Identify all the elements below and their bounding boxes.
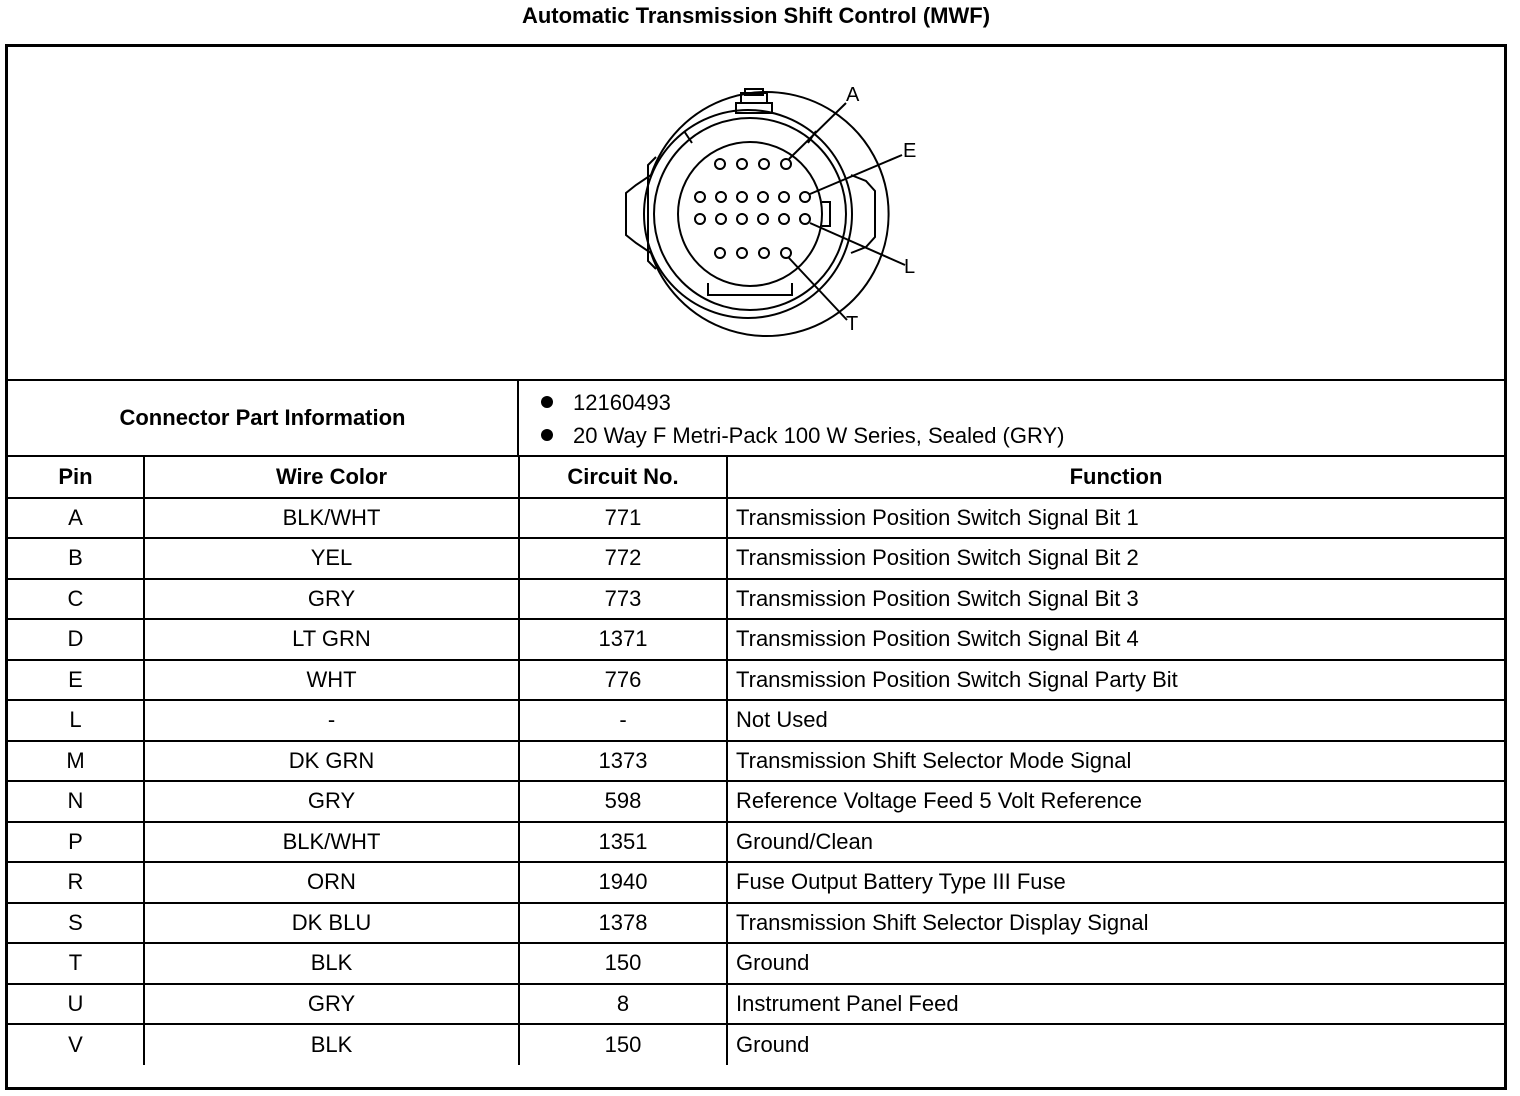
circuit-no-cell: 1351 [519, 822, 727, 863]
table-header-row [8, 457, 1504, 498]
pin-cell: P [8, 822, 144, 863]
function-cell: Transmission Shift Selector Mode Signal [727, 741, 1504, 782]
function-cell: Transmission Position Switch Signal Bit 2 [727, 538, 1504, 579]
wire-color-cell: GRY [144, 579, 519, 620]
circuit-no-cell: 150 [519, 1024, 727, 1065]
wire-color-cell: DK GRN [144, 741, 519, 782]
connector-right-flat [851, 175, 875, 253]
function-cell: Transmission Position Switch Signal Bit 4 [727, 619, 1504, 660]
connector-frame [5, 44, 1507, 1090]
connector-diagram [8, 47, 1504, 381]
callout-label-e: E [903, 140, 917, 162]
table-row [8, 579, 1504, 620]
pin-cell: U [8, 984, 144, 1025]
wire-color-cell: BLK/WHT [144, 822, 519, 863]
pin-cell: B [8, 538, 144, 579]
circuit-no-cell: 1940 [519, 862, 727, 903]
bullet-icon [541, 396, 553, 408]
table-row [8, 1024, 1504, 1065]
table-row [8, 700, 1504, 741]
table-row [8, 822, 1504, 863]
function-cell: Not Used [727, 700, 1504, 741]
table-row [8, 862, 1504, 903]
pin-cell: T [8, 943, 144, 984]
header-wire-color: Wire Color [144, 457, 519, 498]
connector-ring-middle [654, 118, 846, 310]
table-row [8, 619, 1504, 660]
circuit-no-cell: 776 [519, 660, 727, 701]
wire-color-cell: GRY [144, 781, 519, 822]
pin-cell: A [8, 498, 144, 539]
callout-label-a: A [846, 84, 860, 106]
circuit-no-cell: 1378 [519, 903, 727, 944]
wire-color-cell: YEL [144, 538, 519, 579]
pin-cell: C [8, 579, 144, 620]
function-cell: Transmission Position Switch Signal Party Bit [727, 660, 1504, 701]
function-cell: Instrument Panel Feed [727, 984, 1504, 1025]
function-cell: Ground [727, 1024, 1504, 1065]
connector-pins [695, 159, 810, 258]
circuit-no-cell: - [519, 700, 727, 741]
callout-line-e [810, 155, 902, 194]
table-row [8, 781, 1504, 822]
circuit-no-cell: 772 [519, 538, 727, 579]
circuit-no-cell: 150 [519, 943, 727, 984]
connector-face-drawing [8, 47, 1504, 379]
part-number-text: 12160493 [573, 390, 671, 415]
header-function: Function [727, 457, 1504, 498]
table-row [8, 984, 1504, 1025]
callout-label-l: L [904, 256, 916, 278]
table-row [8, 943, 1504, 984]
table-row [8, 741, 1504, 782]
table-row [8, 660, 1504, 701]
pin-cell: N [8, 781, 144, 822]
circuit-no-cell: 1371 [519, 619, 727, 660]
connector-part-info-label: Connector Part Information [8, 381, 519, 455]
pin-cell: D [8, 619, 144, 660]
function-cell: Reference Voltage Feed 5 Volt Reference [727, 781, 1504, 822]
wire-color-cell: BLK [144, 1024, 519, 1065]
circuit-no-cell: 598 [519, 781, 727, 822]
function-cell: Ground/Clean [727, 822, 1504, 863]
connector-outer-shell [626, 92, 889, 336]
pin-cell: V [8, 1024, 144, 1065]
pin-cell: R [8, 862, 144, 903]
function-cell: Transmission Position Switch Signal Bit 3 [727, 579, 1504, 620]
callout-label-t: T [846, 313, 859, 335]
function-cell: Ground [727, 943, 1504, 984]
wire-color-cell: BLK [144, 943, 519, 984]
connector-description-text: 20 Way F Metri-Pack 100 W Series, Sealed (GRY) [573, 423, 1065, 448]
bullet-icon [541, 429, 553, 441]
pinout-table [8, 457, 1504, 1065]
connector-part-info-values [519, 381, 1504, 455]
header-pin: Pin [8, 457, 144, 498]
table-row [8, 903, 1504, 944]
connector-part-info [8, 381, 1504, 457]
wire-color-cell: - [144, 700, 519, 741]
callout-line-l [810, 223, 905, 265]
header-circuit-no: Circuit No. [519, 457, 727, 498]
circuit-no-cell: 1373 [519, 741, 727, 782]
wire-color-cell: WHT [144, 660, 519, 701]
pin-cell: S [8, 903, 144, 944]
circuit-no-cell: 773 [519, 579, 727, 620]
part-number [541, 387, 671, 419]
table-row [8, 498, 1504, 539]
pin-cell: E [8, 660, 144, 701]
function-cell: Transmission Position Switch Signal Bit 1 [727, 498, 1504, 539]
circuit-no-cell: 8 [519, 984, 727, 1025]
pin-cell: L [8, 700, 144, 741]
page-title: Automatic Transmission Shift Control (MWF) [521, 3, 991, 28]
function-cell: Transmission Shift Selector Display Signal [727, 903, 1504, 944]
function-cell: Fuse Output Battery Type III Fuse [727, 862, 1504, 903]
circuit-no-cell: 771 [519, 498, 727, 539]
pin-cell: M [8, 741, 144, 782]
wire-color-cell: ORN [144, 862, 519, 903]
wire-color-cell: GRY [144, 984, 519, 1025]
wire-color-cell: BLK/WHT [144, 498, 519, 539]
wire-color-cell: DK BLU [144, 903, 519, 944]
wire-color-cell: LT GRN [144, 619, 519, 660]
connector-description [541, 420, 1065, 452]
table-row [8, 538, 1504, 579]
